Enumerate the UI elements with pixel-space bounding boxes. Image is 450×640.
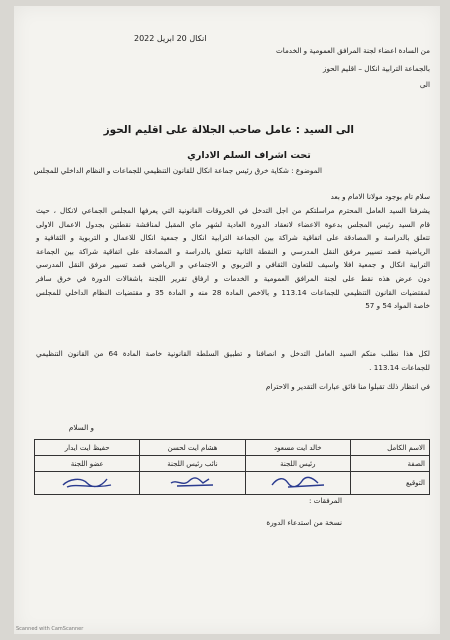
signature-table [34, 439, 430, 495]
member-3-name: حفيظ ايت ايدار [35, 440, 140, 456]
body-line: الترابية انكال و جمعية افلا واسيف للتعاون الثقافي و التربوي و الاجتماعي و الرياضي قصد تسيير مرفق النقل المدرسي [36, 260, 430, 270]
body-line: لمقتضيات القانون التنظيمي للجماعات 113.14 و بالاخص المادة 28 منه و المادة 35 و مقتضيات النظام الداخلي للمجلس [36, 287, 431, 297]
handwritten-signature-icon [268, 473, 328, 491]
body-line: الرياضية قصد تسيير مرفق النقل المدرسي و النقطة الثانية تتعلق بالدراسة و المصادقة على اتفاقية شراكة بين الجماعة [36, 246, 430, 256]
member-3-role: عضو اللجنة [35, 456, 140, 472]
body-line: لكل هذا نطلب منكم السيد العامل التدخل و انصافنا و تطبيق السلطة القانونية خاصة المادة 64 من القانون التنظيمي [36, 349, 430, 358]
attachments-label: المرفقات : [308, 496, 342, 505]
body-line: تتعلق بالدراسة و المصادقة على اتفاقية شراكة بين الجماعة الترابية انكال و جمعية انكال للاعمال و التربوية و الثقافية و [36, 233, 430, 243]
table-row [35, 440, 430, 456]
body-line: يشرفنا السيد العامل المحترم مراسلتكم من اجل التدخل في الخروقات القانونية التي يعرفها المجلس الجماعي لانكال ، حيث [36, 206, 430, 215]
sender-line-1: من السادة اعضاء لجنة المرافق العمومية و الخدمات [275, 46, 430, 55]
closing-line: في انتظار ذلك تقبلوا منا فائق عبارات التقدير و الاحترام [265, 382, 430, 391]
member-2-name: هشام ايت لحسن [140, 440, 245, 456]
scanner-watermark: Scanned with CamScanner [16, 626, 84, 632]
letter-date: انكال 20 ابريل 2022 [134, 34, 207, 43]
member-1-name: خالد ايت مسعود [245, 440, 350, 456]
body-line: خاصة المواد 54 و 57 [365, 301, 430, 311]
salutation: و السلام [68, 423, 94, 432]
attachment-item: نسخة من استدعاء الدورة [266, 518, 342, 527]
sender-line-2: بالجماعة الترابية انكال – اقليم الحوز [322, 64, 430, 73]
member-2-role: نائب رئيس اللجنة [140, 456, 245, 472]
header-name: الاسم الكامل [351, 440, 430, 456]
document-page [14, 6, 440, 634]
member-1-signature [245, 472, 350, 495]
header-role: الصفة [351, 456, 430, 472]
header-sign: التوقيع [351, 472, 430, 495]
body-line: للجماعات 113.14 . [369, 362, 430, 372]
table-row [35, 472, 430, 495]
handwritten-signature-icon [57, 473, 117, 491]
handwritten-signature-icon [163, 473, 223, 491]
member-1-role: رئيس اللجنة [245, 456, 350, 472]
member-3-signature [35, 472, 140, 495]
closing-paragraph [36, 380, 430, 394]
body-paragraph-1 [36, 204, 430, 313]
body-line: قام السيد رئيس المجلس بدعوة الاعضاء لانعقاد الدورة العادية لشهر ماي المقبل لمناقشة نقطتين بجدول الاعمال الاولى [36, 219, 430, 229]
body-paragraph-2 [36, 347, 430, 374]
subject-line: الموضوع : شكاية خرق رئيس جماعة انكال للقانون التنظيمي للجماعات و النظام الداخلي للمجلس [33, 166, 322, 175]
table-row [35, 456, 430, 472]
greeting-line: سلام تام بوجود مولانا الامام و بعد [330, 192, 430, 201]
supervision-heading: تحت اشراف السلم الاداري [187, 150, 311, 161]
sender-line-3: الى [419, 80, 430, 89]
body-line: دون عرض هذه نقط على لجنة المرافق العمومية و الخدمات و ارفاق تقرير اللجنة باشغالات الدورة في خرق سافر [36, 273, 430, 283]
member-2-signature [140, 472, 245, 495]
recipient-heading: الى السيد : عامل صاحب الجلالة على اقليم الحوز [103, 124, 354, 136]
